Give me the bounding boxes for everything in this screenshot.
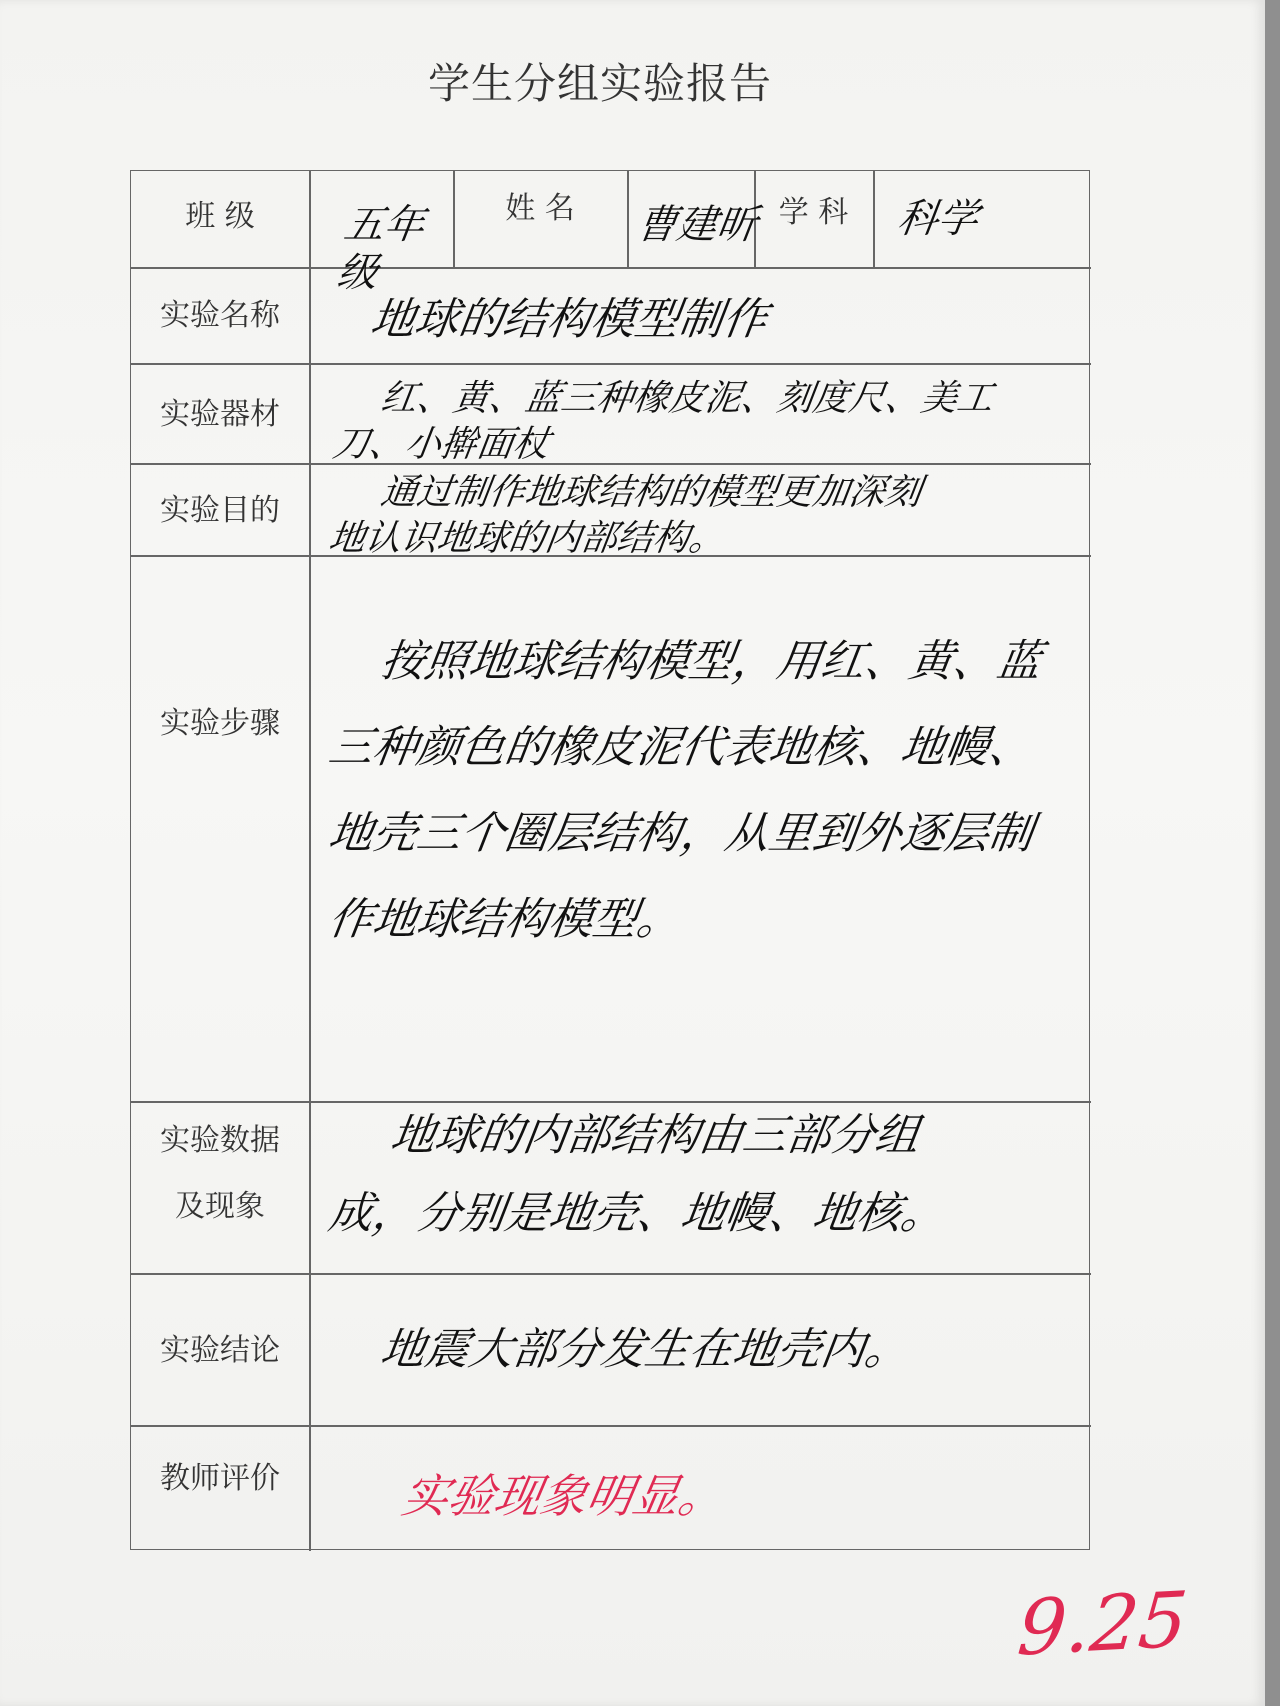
class-value: 五年级 bbox=[334, 202, 428, 296]
data-value-line-1: 地球的内部结构由三部分组 bbox=[387, 1110, 923, 1161]
experiment-name-label: 实验名称 bbox=[160, 298, 280, 333]
class-label: 班 级 bbox=[185, 199, 255, 234]
steps-value-line-4: 作地球结构模型。 bbox=[325, 894, 685, 945]
subject-label: 学 科 bbox=[778, 195, 849, 230]
materials-value-line-1: 红、黄、蓝三种橡皮泥、刻度尺、美工 bbox=[378, 378, 996, 419]
data-label-line-1: 实验数据 bbox=[160, 1123, 280, 1158]
experiment-name-value: 地球的结构模型制作 bbox=[367, 294, 771, 345]
purpose-value-line-2: 地认识地球的内部结构。 bbox=[326, 518, 728, 559]
report-table bbox=[130, 170, 1090, 1550]
header-divider-1 bbox=[309, 171, 311, 267]
materials-label: 实验器材 bbox=[160, 397, 280, 432]
header-divider-5 bbox=[873, 171, 875, 267]
steps-value-line-1: 按照地球结构模型，用红、黄、蓝 bbox=[377, 636, 1045, 687]
purpose-label: 实验目的 bbox=[160, 493, 280, 528]
grade-mark: 9.25 bbox=[1014, 1574, 1192, 1673]
label-column-divider bbox=[309, 267, 311, 1551]
report-title: 学生分组实验报告 bbox=[427, 59, 772, 108]
teacher-evaluation-value: 实验现象明显。 bbox=[398, 1469, 730, 1523]
steps-label: 实验步骤 bbox=[160, 706, 280, 741]
subject-value: 科学 bbox=[894, 196, 982, 242]
steps-value-line-3: 地壳三个圈层结构，从里到外逐层制 bbox=[325, 808, 1037, 859]
row-divider-7 bbox=[131, 1425, 1091, 1427]
conclusion-value: 地震大部分发生在地壳内。 bbox=[377, 1324, 913, 1375]
data-label-line-2: 及现象 bbox=[175, 1189, 265, 1224]
materials-value-line-2: 刀、小擀面杖 bbox=[330, 424, 552, 465]
row-divider-6 bbox=[131, 1273, 1091, 1275]
teacher-evaluation-label: 教师评价 bbox=[160, 1461, 280, 1496]
name-value: 曹建昕 bbox=[633, 202, 761, 248]
header-divider-3 bbox=[627, 171, 629, 267]
steps-value-line-2: 三种颜色的橡皮泥代表地核、地幔、 bbox=[325, 722, 1037, 773]
conclusion-label: 实验结论 bbox=[160, 1333, 280, 1368]
row-divider-2 bbox=[131, 363, 1091, 365]
row-divider-5 bbox=[131, 1101, 1091, 1103]
row-divider-1 bbox=[131, 267, 1091, 269]
data-value-line-2: 成，分别是地壳、地幔、地核。 bbox=[325, 1188, 949, 1239]
purpose-value-line-1: 通过制作地球结构的模型更加深刻 bbox=[378, 472, 924, 513]
name-label: 姓 名 bbox=[505, 191, 575, 226]
